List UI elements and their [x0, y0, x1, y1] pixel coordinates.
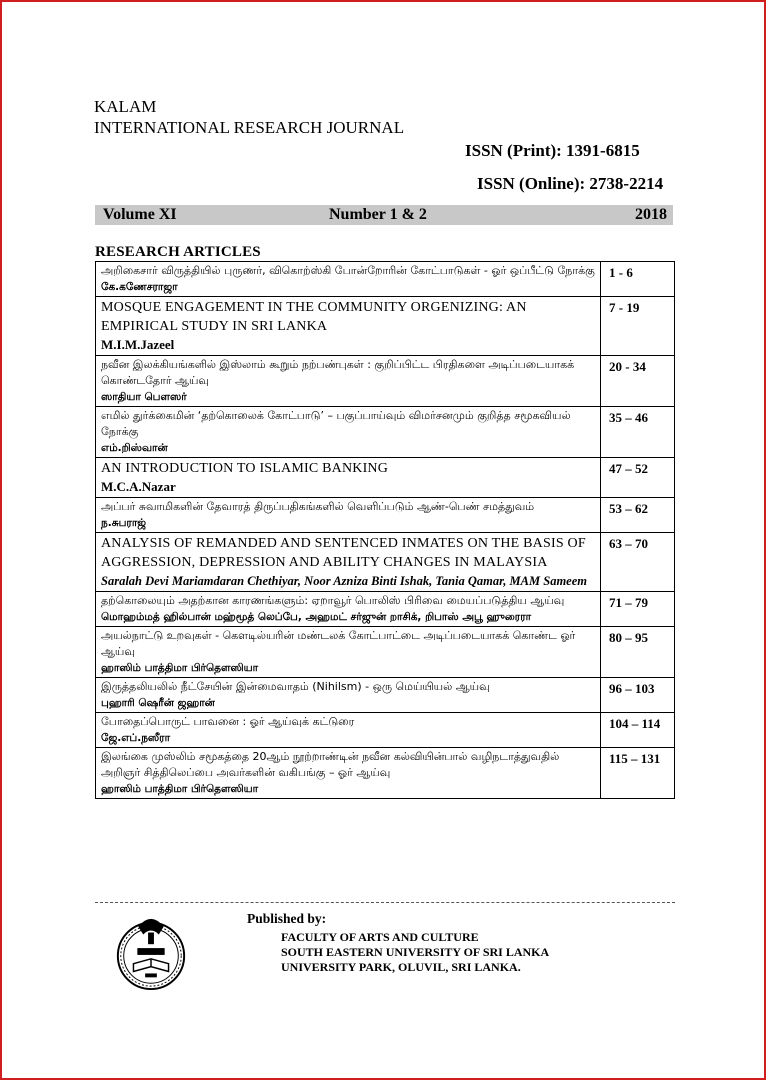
journal-name-line1: KALAM — [94, 97, 157, 116]
number-label: Number 1 & 2 — [329, 206, 427, 223]
article-authors: எம்.றிஸ்வான் — [101, 442, 168, 454]
table-row — [96, 592, 675, 627]
publisher-line3: UNIVERSITY PARK, OLUVIL, SRI LANKA. — [281, 960, 521, 974]
table-row — [96, 498, 675, 533]
footer-divider — [95, 902, 675, 903]
article-authors: ஹாஸிம் பாத்திமா பிர்தௌஸியா — [101, 662, 259, 674]
article-authors: ந.சுபராஜ் — [101, 517, 147, 529]
article-cell — [96, 627, 601, 678]
article-title[interactable]: AN INTRODUCTION TO ISLAMIC BANKING — [101, 461, 389, 476]
publisher-line2: SOUTH EASTERN UNIVERSITY OF SRI LANKA — [281, 945, 550, 959]
issn-print: ISSN (Print): 1391-6815 — [465, 141, 640, 160]
table-row — [96, 748, 675, 799]
article-title[interactable]: அயல்நாட்டு உறவுகள் - கௌடில்யரின் மண்டலக் கோட்பாட்டை அடிப்படையாகக் கொண்ட ஓர் ஆய்வு — [101, 629, 576, 658]
article-authors: புஹாரி ஷெரீன் ஜஹான் — [101, 697, 215, 709]
table-row — [96, 297, 675, 356]
article-cell — [96, 407, 601, 458]
university-seal-icon — [112, 912, 190, 992]
journal-name — [94, 96, 404, 138]
article-pages: 7 - 19 — [601, 297, 675, 356]
article-pages: 1 - 6 — [601, 262, 675, 297]
article-title[interactable]: இலங்கை முஸ்லிம் சமூகத்தை 20ஆம் நூற்றாண்டின் நவீன கல்வியின்பால் வழிநடாத்துவதில் அறிஞர் சித்திலெப்பை அவர்களின் வகிபங்கு – ஓர் ஆய்வு — [101, 750, 560, 779]
article-cell — [96, 533, 601, 592]
table-row — [96, 458, 675, 498]
article-pages: 96 – 103 — [601, 678, 675, 713]
article-authors: ஹாஸிம் பாத்திமா பிர்தௌஸியா — [101, 783, 259, 795]
article-pages: 115 – 131 — [601, 748, 675, 799]
journal-name-line2: INTERNATIONAL RESEARCH JOURNAL — [94, 118, 405, 137]
table-row — [96, 713, 675, 748]
article-pages: 53 – 62 — [601, 498, 675, 533]
article-authors: ஜே.எப்.நஸீரா — [101, 732, 171, 744]
year-label: 2018 — [635, 206, 667, 223]
article-cell — [96, 678, 601, 713]
article-authors: M.C.A.Nazar — [101, 479, 176, 494]
publisher-line1: FACULTY OF ARTS AND CULTURE — [281, 930, 479, 944]
table-row — [96, 678, 675, 713]
article-title[interactable]: எமில் துர்க்கைமின் ‘தற்கொலைக் கோட்பாடு’ – பகுப்பாய்வும் விமர்சனமும் குறித்த சமூகவியல் நோக்கு — [101, 409, 571, 438]
article-cell — [96, 297, 601, 356]
volume-bar — [95, 205, 673, 225]
article-cell — [96, 262, 601, 297]
table-of-contents — [95, 261, 675, 799]
article-authors: கே.கணேசராஜா — [101, 281, 178, 293]
published-by-label: Published by: — [247, 911, 327, 926]
article-title[interactable]: இருத்தலியலில் நீட்சேயின் இன்மைவாதம் (Nihilsm) - ஒரு மெய்யியல் ஆய்வு — [101, 680, 490, 693]
article-authors: Saralah Devi Mariamdaran Chethiyar, Noor Azniza Binti Ishak, Tania Qamar, MAM Sameem — [101, 574, 587, 588]
article-cell — [96, 498, 601, 533]
article-title[interactable]: அறிகைசார் விருத்தியில் புருணர், விகொற்ஸ்கி போன்றோரின் கோட்பாடுகள் - ஓர் ஒப்பீட்டு நோக்கு — [101, 264, 595, 277]
article-cell — [96, 592, 601, 627]
article-pages: 47 – 52 — [601, 458, 675, 498]
table-row — [96, 627, 675, 678]
article-cell — [96, 713, 601, 748]
article-title[interactable]: போதைப்பொருட் பாவனை : ஓர் ஆய்வுக் கட்டுரை — [101, 715, 355, 728]
article-authors: மொஹம்மத் ஹில்பான் மஹ்மூத் லெப்பே, அஹமட் சர்ஜுன் றாசிக், றிபாஸ் அபூ ஹுரைரா — [101, 611, 532, 623]
table-row — [96, 407, 675, 458]
publisher-address — [281, 930, 549, 975]
article-authors: M.I.M.Jazeel — [101, 337, 175, 352]
article-cell — [96, 748, 601, 799]
article-title[interactable]: தற்கொலையும் அதற்கான காரணங்களும்: ஏறாவூர் பொலிஸ் பிரிவை மையப்படுத்திய ஆய்வு — [101, 594, 565, 607]
issn-online: ISSN (Online): 2738-2214 — [477, 174, 664, 193]
table-row — [96, 533, 675, 592]
article-title[interactable]: MOSQUE ENGAGEMENT IN THE COMMUNITY ORGENIZING: AN EMPIRICAL STUDY IN SRI LANKA — [101, 300, 527, 334]
article-cell — [96, 458, 601, 498]
article-cell — [96, 356, 601, 407]
table-row — [96, 356, 675, 407]
article-pages: 71 – 79 — [601, 592, 675, 627]
table-row — [96, 262, 675, 297]
article-title[interactable]: நவீன இலக்கியங்களில் இஸ்லாம் கூறும் நற்பண்புகள் : குறிப்பிட்ட பிரதிகளை அடிப்படையாகக் கொண்டதோர் ஆய்வு — [101, 358, 575, 387]
volume-label: Volume XI — [103, 206, 177, 223]
article-pages: 80 – 95 — [601, 627, 675, 678]
article-pages: 20 - 34 — [601, 356, 675, 407]
section-title: RESEARCH ARTICLES — [95, 244, 261, 260]
article-pages: 35 – 46 — [601, 407, 675, 458]
article-title[interactable]: ANALYSIS OF REMANDED AND SENTENCED INMATES ON THE BASIS OF AGGRESSION, DEPRESSION AND ABILITY CHANGES IN MALAYSIA — [101, 536, 586, 570]
article-pages: 104 – 114 — [601, 713, 675, 748]
article-pages: 63 – 70 — [601, 533, 675, 592]
article-authors: ஸாதியா பௌஸர் — [101, 391, 187, 403]
article-title[interactable]: அப்பர் சுவாமிகளின் தேவாரத் திருப்பதிகங்களில் வெளிப்படும் ஆண்-பெண் சமத்துவம் — [101, 500, 535, 513]
